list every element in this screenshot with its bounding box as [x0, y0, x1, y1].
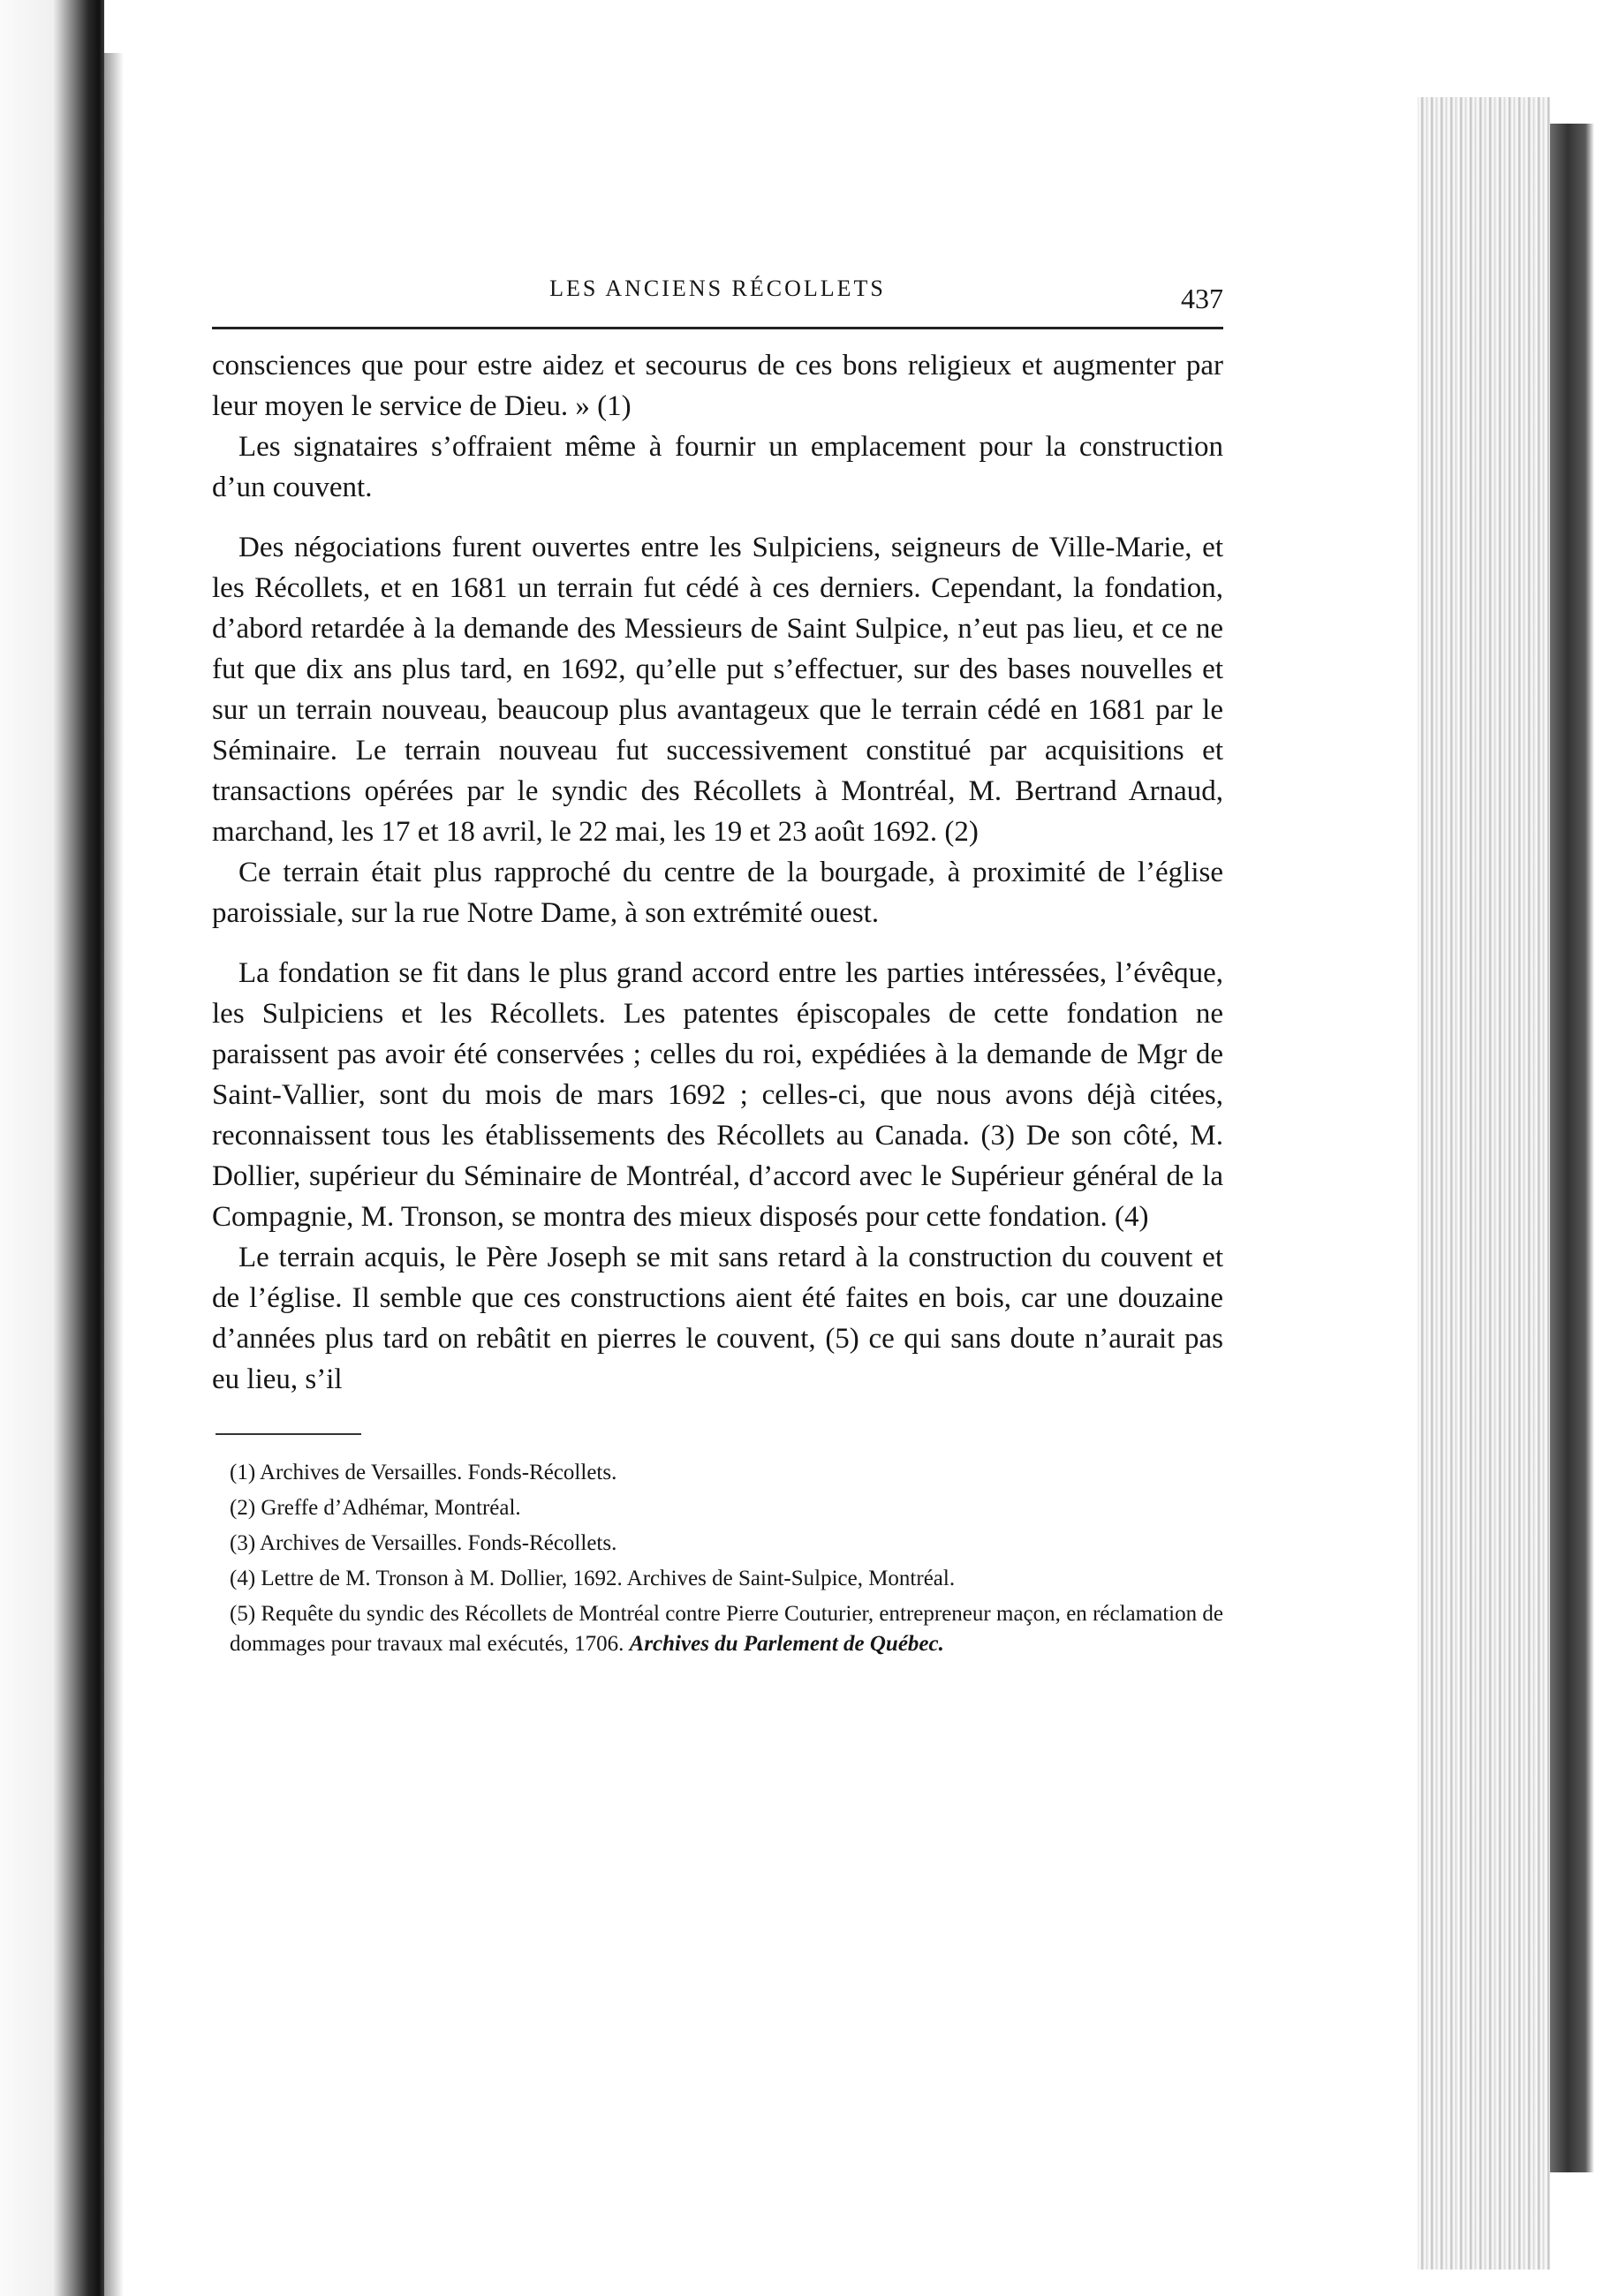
- footnote: (2) Greffe d’Adhémar, Montréal.: [230, 1496, 521, 1520]
- paragraph: consciences que pour estre aidez et secourus de ces bons religieux et augmenter par leur moyen le service de Dieu. » (1): [212, 350, 1223, 422]
- scan-margin: [1594, 0, 1611, 2296]
- paragraph: Les signataires s’offraient même à fournir un emplacement pour la construction d’un couvent.: [212, 431, 1223, 503]
- page-stack-edge: [1418, 97, 1550, 2270]
- footnote-5: [212, 1599, 1223, 1659]
- footnote-divider: [216, 1433, 361, 1435]
- binding-shadow: [104, 53, 124, 2296]
- running-head: [212, 265, 1223, 329]
- book-page: [212, 265, 1223, 1665]
- footnote: (4) Lettre de M. Tronson à M. Dollier, 1692. Archives de Saint-Sulpice, Montréal.: [230, 1567, 956, 1590]
- paragraph: Des négociations furent ouvertes entre les Sulpiciens, seigneurs de Ville-Marie, et les Récollets, et en 1681 un terrain fut cédé à ces derniers. Cependant, la fondation, d’abord retardée à la demande des Messieurs de Saint Sulpice, n’eut pas lieu, et ce ne fut que dix ans plus tard, en 1692, qu’elle put s’effectuer, sur des bases nouvelles et sur un terrain nouveau, beaucoup plus avantageux que le terrain cédé en 1681 par le Séminaire. Le terrain nouveau fut successivement constitué par acquisitions et transactions opérées par le syndic des Récollets à Montréal, M. Bertrand Arnaud, marchand, les 17 et 18 avril, le 22 mai, les 19 et 23 août 1692. (2): [212, 532, 1223, 848]
- footnote: (1) Archives de Versailles. Fonds-Récollets.: [230, 1461, 617, 1484]
- book-binding: [0, 0, 104, 2296]
- paragraph: Ce terrain était plus rapproché du centre de la bourgade, à proximité de l’église paroissiale, sur la rue Notre Dame, à son extrémité ouest.: [212, 857, 1223, 929]
- body-text: [212, 345, 1223, 1400]
- paragraph: Le terrain acquis, le Père Joseph se mit sans retard à la construction du couvent et de l’église. Il semble que ces constructions aient été faites en bois, car une douzaine d’années plus tard on rebâtit en pierres le couvent, (5) ce qui sans doute n’aurait pas eu lieu, s’il: [212, 1242, 1223, 1395]
- footnotes: [212, 1458, 1223, 1659]
- running-title: LES ANCIENS RÉCOLLETS: [549, 276, 886, 301]
- page-number: 437: [1181, 283, 1223, 314]
- footnote-5-text: (5) Requête du syndic des Récollets de Montréal contre Pierre Couturier, entrepreneur maçon, en réclamation de dommages pour travaux mal exécutés, 1706.: [230, 1602, 1223, 1656]
- footnote-5-source: Archives du Parlement de Québec.: [629, 1632, 944, 1656]
- paragraph: La fondation se fit dans le plus grand accord entre les parties intéressées, l’évêque, les Sulpiciens et les Récollets. Les patentes épiscopales de cette fondation ne paraissent pas avoir été conservées ; celles du roi, expédiées à la demande de Mgr de Saint-Vallier, sont du mois de mars 1692 ; celles-ci, que nous avons déjà citées, reconnaissent tous les établissements des Récollets au Canada. (3) De son côté, M. Dollier, supérieur du Séminaire de Montréal, d’accord avec le Supérieur général de la Compagnie, M. Tronson, se montra des mieux disposés pour cette fondation. (4): [212, 957, 1223, 1233]
- footnote: (3) Archives de Versailles. Fonds-Récollets.: [230, 1531, 617, 1555]
